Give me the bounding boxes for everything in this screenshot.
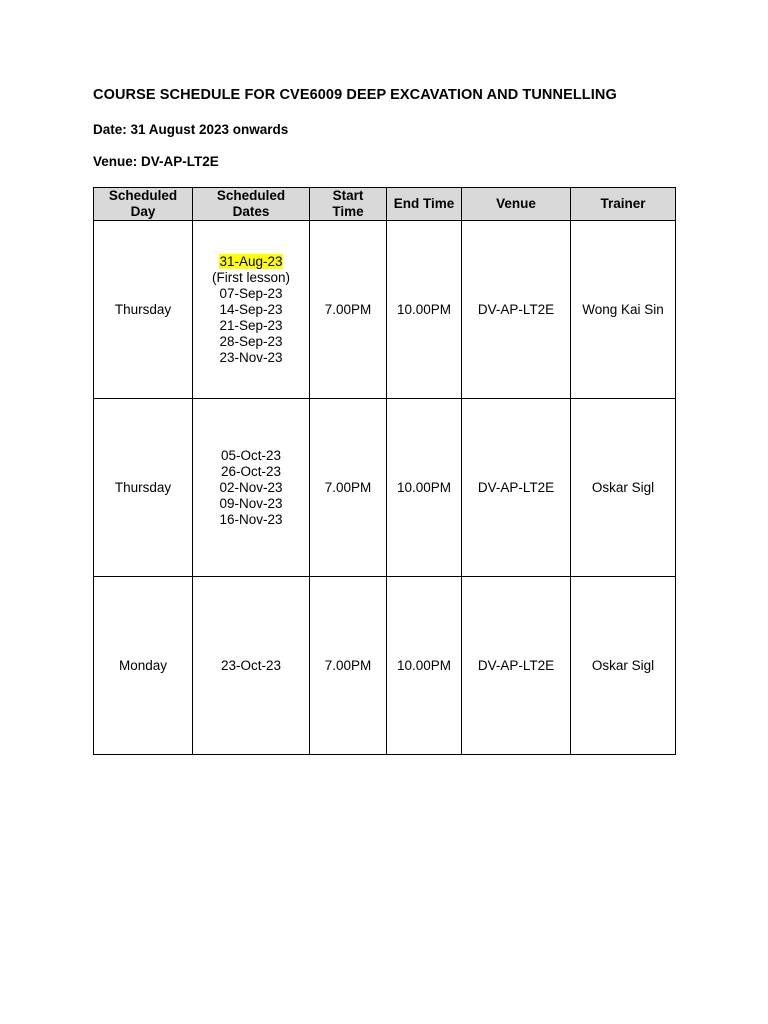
date-item: 26-Oct-23 [220, 463, 282, 479]
cell-venue: DV-AP-LT2E [462, 221, 571, 399]
cell-day: Thursday [94, 399, 193, 577]
table-row [94, 399, 676, 577]
date-line: Date: 31 August 2023 onwards [93, 122, 289, 137]
schedule-table [93, 187, 676, 755]
date-item: 16-Nov-23 [219, 511, 283, 527]
cell-start-time: 7.00PM [310, 399, 387, 577]
table-row [94, 221, 676, 399]
date-item: (First lesson) [211, 269, 290, 285]
header-trainer: Trainer [571, 188, 676, 221]
table-header-row [94, 188, 676, 221]
cell-dates [193, 221, 310, 399]
header-end-time: End Time [387, 188, 462, 221]
date-item: 02-Nov-23 [219, 479, 283, 495]
date-item: 23-Nov-23 [219, 349, 283, 365]
cell-venue: DV-AP-LT2E [462, 399, 571, 577]
cell-trainer: Wong Kai Sin [571, 221, 676, 399]
cell-end-time: 10.00PM [387, 577, 462, 755]
date-list [195, 254, 307, 366]
cell-day: Thursday [94, 221, 193, 399]
cell-day: Monday [94, 577, 193, 755]
date-item: 21-Sep-23 [219, 317, 283, 333]
cell-end-time: 10.00PM [387, 399, 462, 577]
cell-dates [193, 577, 310, 755]
header-scheduled-day: Scheduled Day [94, 188, 193, 221]
cell-dates [193, 399, 310, 577]
cell-start-time: 7.00PM [310, 221, 387, 399]
date-item: 09-Nov-23 [219, 495, 283, 511]
table-row [94, 577, 676, 755]
date-item: 07-Sep-23 [219, 285, 283, 301]
date-list [195, 448, 307, 528]
cell-start-time: 7.00PM [310, 577, 387, 755]
cell-end-time: 10.00PM [387, 221, 462, 399]
venue-line: Venue: DV-AP-LT2E [93, 154, 219, 169]
cell-trainer: Oskar Sigl [571, 399, 676, 577]
date-item: 14-Sep-23 [219, 301, 283, 317]
header-venue: Venue [462, 188, 571, 221]
highlighted-first-date: 31-Aug-23 [219, 253, 283, 269]
date-item: 05-Oct-23 [220, 447, 282, 463]
date-item: 23-Oct-23 [220, 657, 282, 673]
date-list [195, 658, 307, 674]
cell-trainer: Oskar Sigl [571, 577, 676, 755]
header-start-time: Start Time [310, 188, 387, 221]
document-title: COURSE SCHEDULE FOR CVE6009 DEEP EXCAVATION AND TUNNELLING [93, 87, 617, 103]
cell-venue: DV-AP-LT2E [462, 577, 571, 755]
header-scheduled-dates: Scheduled Dates [193, 188, 310, 221]
date-item: 28-Sep-23 [219, 333, 283, 349]
